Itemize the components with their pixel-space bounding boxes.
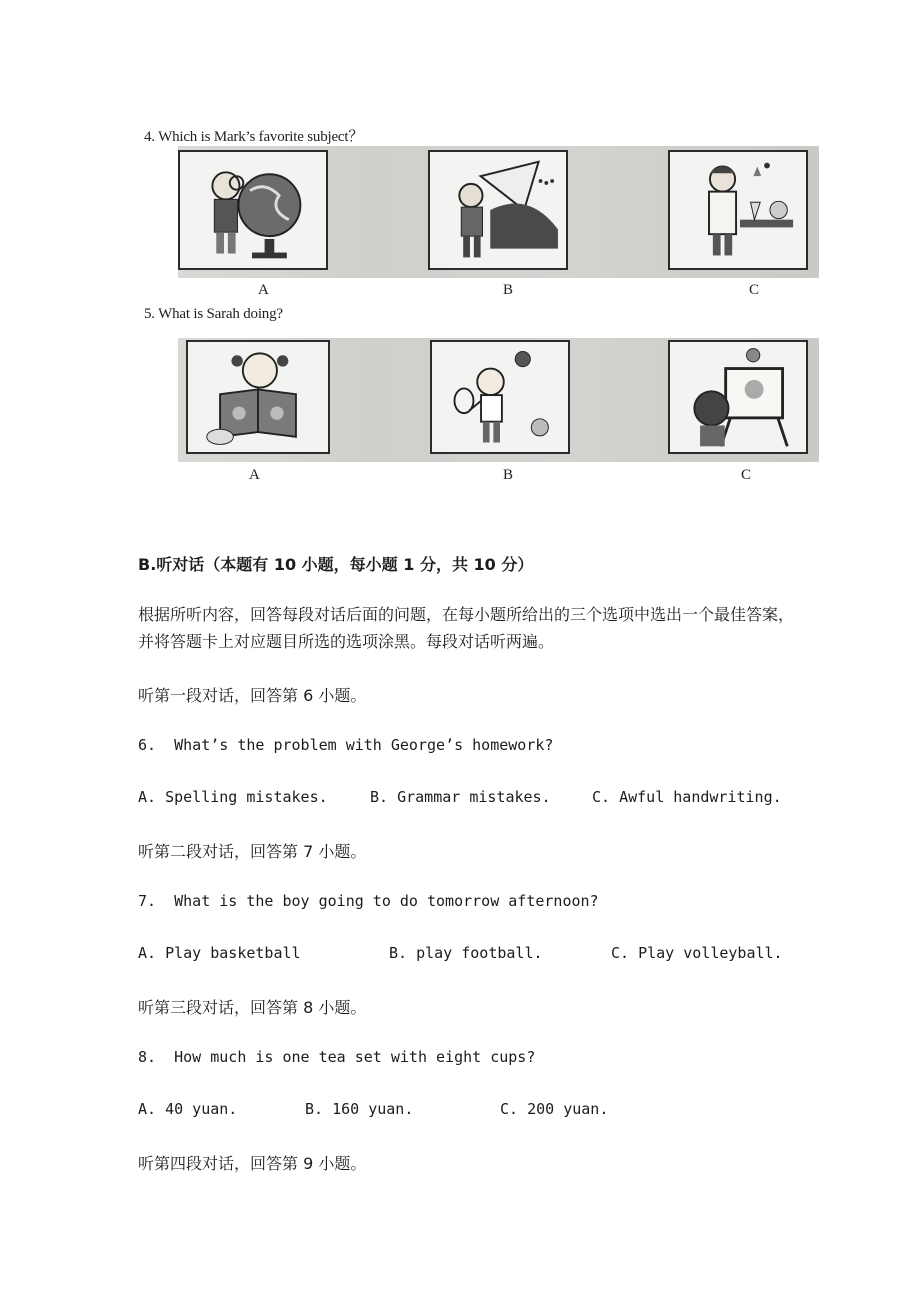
q5-option-a-image <box>186 340 330 454</box>
q5-option-b-image <box>430 340 570 454</box>
dialogue-4-intro: 听第四段对话，回答第 9 小题。 <box>138 1154 367 1173</box>
question-7-choice-a: A. Play basketball <box>138 944 301 962</box>
science-lab-scene-icon <box>670 152 806 268</box>
section-b-instructions: 根据所听内容，回答每段对话后面的问题，在每小题所给出的三个选项中选出一个最佳答案，并将答题卡上对应题目所选的选项涂黑。每段对话听两遍。 <box>138 605 795 651</box>
section-b-heading: B.听对话（本题有 10 小题，每小题 1 分，共 10 分） <box>138 555 534 574</box>
question-5-title: 5. What is Sarah doing? <box>144 306 283 322</box>
question-4-image-strip <box>178 146 819 278</box>
question-6-choice-b: B. Grammar mistakes. <box>370 788 551 806</box>
question-8-choice-c: C. 200 yuan. <box>500 1100 609 1118</box>
q5-option-c-image <box>668 340 808 454</box>
question-8-choice-a: A. 40 yuan. <box>138 1100 238 1118</box>
painting-girl-scene-icon <box>670 342 806 452</box>
question-6-choice-a: A. Spelling mistakes. <box>138 788 328 806</box>
paper-plane-scene-icon <box>430 152 566 268</box>
question-6-text: 6. What’s the problem with George’s homework? <box>138 736 554 754</box>
q4-option-b-label: B <box>503 282 514 298</box>
q5-option-b-label: B <box>503 467 514 483</box>
dialogue-3-intro: 听第三段对话，回答第 8 小题。 <box>138 998 367 1017</box>
dialogue-2-intro: 听第二段对话，回答第 7 小题。 <box>138 842 367 861</box>
q4-option-c-image <box>668 150 808 270</box>
question-8-choice-b: B. 160 yuan. <box>305 1100 414 1118</box>
question-7-choice-b: B. play football. <box>389 944 543 962</box>
q5-option-c-label: C <box>741 467 752 483</box>
question-4-title: 4. Which is Mark’s favorite subject？ <box>144 129 364 145</box>
q4-option-a-image <box>178 150 328 270</box>
q4-option-a-label: A <box>258 282 269 298</box>
question-5-image-strip <box>178 338 819 462</box>
question-7-text: 7. What is the boy going to do tomorrow afternoon? <box>138 892 599 910</box>
dialogue-1-intro: 听第一段对话，回答第 6 小题。 <box>138 686 367 705</box>
q4-option-c-label: C <box>749 282 760 298</box>
q5-option-a-label: A <box>249 467 260 483</box>
tennis-girl-scene-icon <box>432 342 568 452</box>
q4-option-b-image <box>428 150 568 270</box>
question-8-text: 8. How much is one tea set with eight cups? <box>138 1048 536 1066</box>
reading-girl-scene-icon <box>188 342 328 452</box>
question-6-choice-c: C. Awful handwriting. <box>592 788 782 806</box>
globe-scene-icon <box>180 152 326 268</box>
question-7-choice-c: C. Play volleyball. <box>611 944 783 962</box>
